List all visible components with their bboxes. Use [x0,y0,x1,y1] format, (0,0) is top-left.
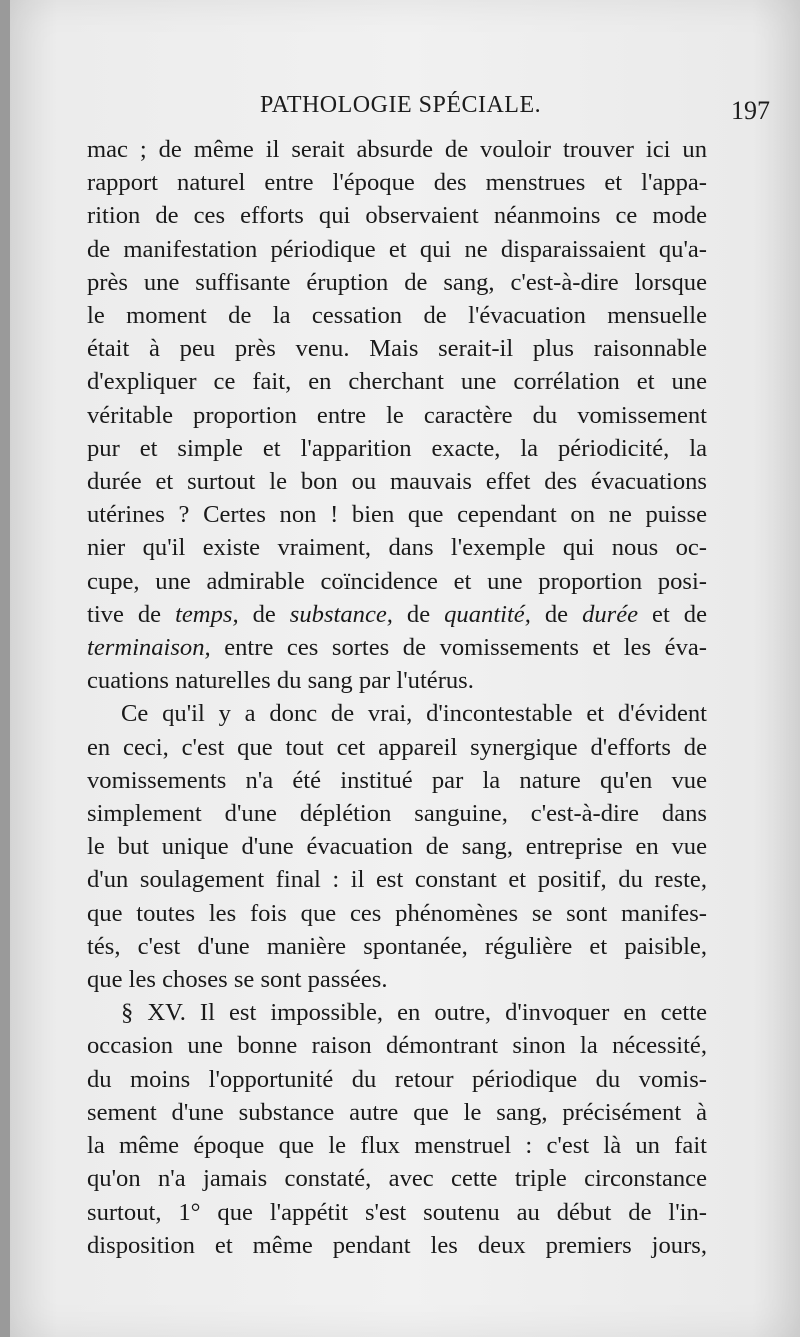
text-line: disposition et même pendant les deux premiers jours, [87,1231,707,1259]
text-line: cupe, une admirable coïncidence et une proportion posi- [87,567,707,595]
text-line: surtout, 1° que l'appétit s'est soutenu au début de l'in- [87,1198,707,1226]
italic-term: quantité, [444,600,531,628]
text-line: en ceci, c'est que tout cet appareil synergique d'efforts de [87,733,707,761]
text-line: § XV. Il est impossible, en outre, d'invoquer en cette [121,999,707,1027]
text-line: qu'on n'a jamais constaté, avec cette triple circonstance [87,1165,707,1193]
running-title: PATHOLOGIE SPÉCIALE. [260,92,542,118]
body-text [87,133,707,1262]
text-line: du moins l'opportunité du retour périodique du vomis- [87,1065,707,1093]
text-line: le but unique d'une évacuation de sang, entreprise en vue [87,833,707,861]
italic-term: substance, [289,600,393,628]
text-line: rapport naturel entre l'époque des menstrues et l'appa- [87,169,707,197]
text-line: occasion une bonne raison démontrant sinon la nécessité, [87,1032,707,1060]
text-fragment: tive de [87,600,176,628]
text-line: de manifestation périodique et qui ne disparaissaient qu'a- [87,235,707,263]
text-line: la même époque que le flux menstruel : c'est là un fait [87,1132,707,1160]
text-line: pur et simple et l'apparition exacte, la périodicité, la [87,434,707,462]
text-line: que les choses se sont passées. [87,966,388,994]
text-line: cuations naturelles du sang par l'utérus. [87,667,474,695]
text-line: mac ; de même il serait absurde de vouloir trouver ici un [87,136,707,163]
italic-term: terminaison, [87,634,211,662]
text-fragment: de [392,600,445,628]
text-line: près une suffisante éruption de sang, c'est-à-dire lorsque [87,268,707,296]
text-line: d'expliquer ce fait, en cherchant une corrélation et une [87,368,707,396]
page-number: 197 [731,96,770,125]
text-line: le moment de la cessation de l'évacuation mensuelle [87,302,707,330]
text-line: durée et surtout le bon ou mauvais effet des évacuations [87,468,707,496]
text-line-with-italics [87,631,707,664]
text-fragment: et de [638,600,708,628]
text-line: utérines ? Certes non ! bien que cependant on ne puisse [87,501,707,529]
text-line: véritable proportion entre le caractère du vomissement [87,401,707,429]
text-line: simplement d'une déplétion sanguine, c'est-à-dire dans [87,800,707,828]
text-line: Ce qu'il y a donc de vrai, d'incontestable et d'évident [121,700,707,728]
italic-term: durée [582,600,639,628]
text-line: que toutes les fois que ces phénomènes se sont manifes- [87,899,707,927]
text-line: sement d'une substance autre que le sang, précisément à [87,1098,707,1126]
text-line: était à peu près venu. Mais serait-il plus raisonnable [87,335,707,363]
text-line: rition de ces efforts qui observaient néanmoins ce mode [87,202,707,230]
text-fragment: entre ces sortes de vomissements et les éva- [210,634,707,662]
text-fragment: de [530,600,583,628]
text-line-with-italics [87,598,707,631]
page-header [82,92,772,126]
text-line: tés, c'est d'une manière spontanée, régulière et paisible, [87,932,707,960]
text-fragment: de [238,600,290,628]
italic-term: temps, [175,600,239,628]
book-page [10,0,800,1337]
text-line: vomissements n'a été institué par la nature qu'en vue [87,766,707,794]
text-line: nier qu'il existe vraiment, dans l'exemple qui nous oc- [87,534,707,562]
text-line: d'un soulagement final : il est constant et positif, du reste, [87,866,707,894]
